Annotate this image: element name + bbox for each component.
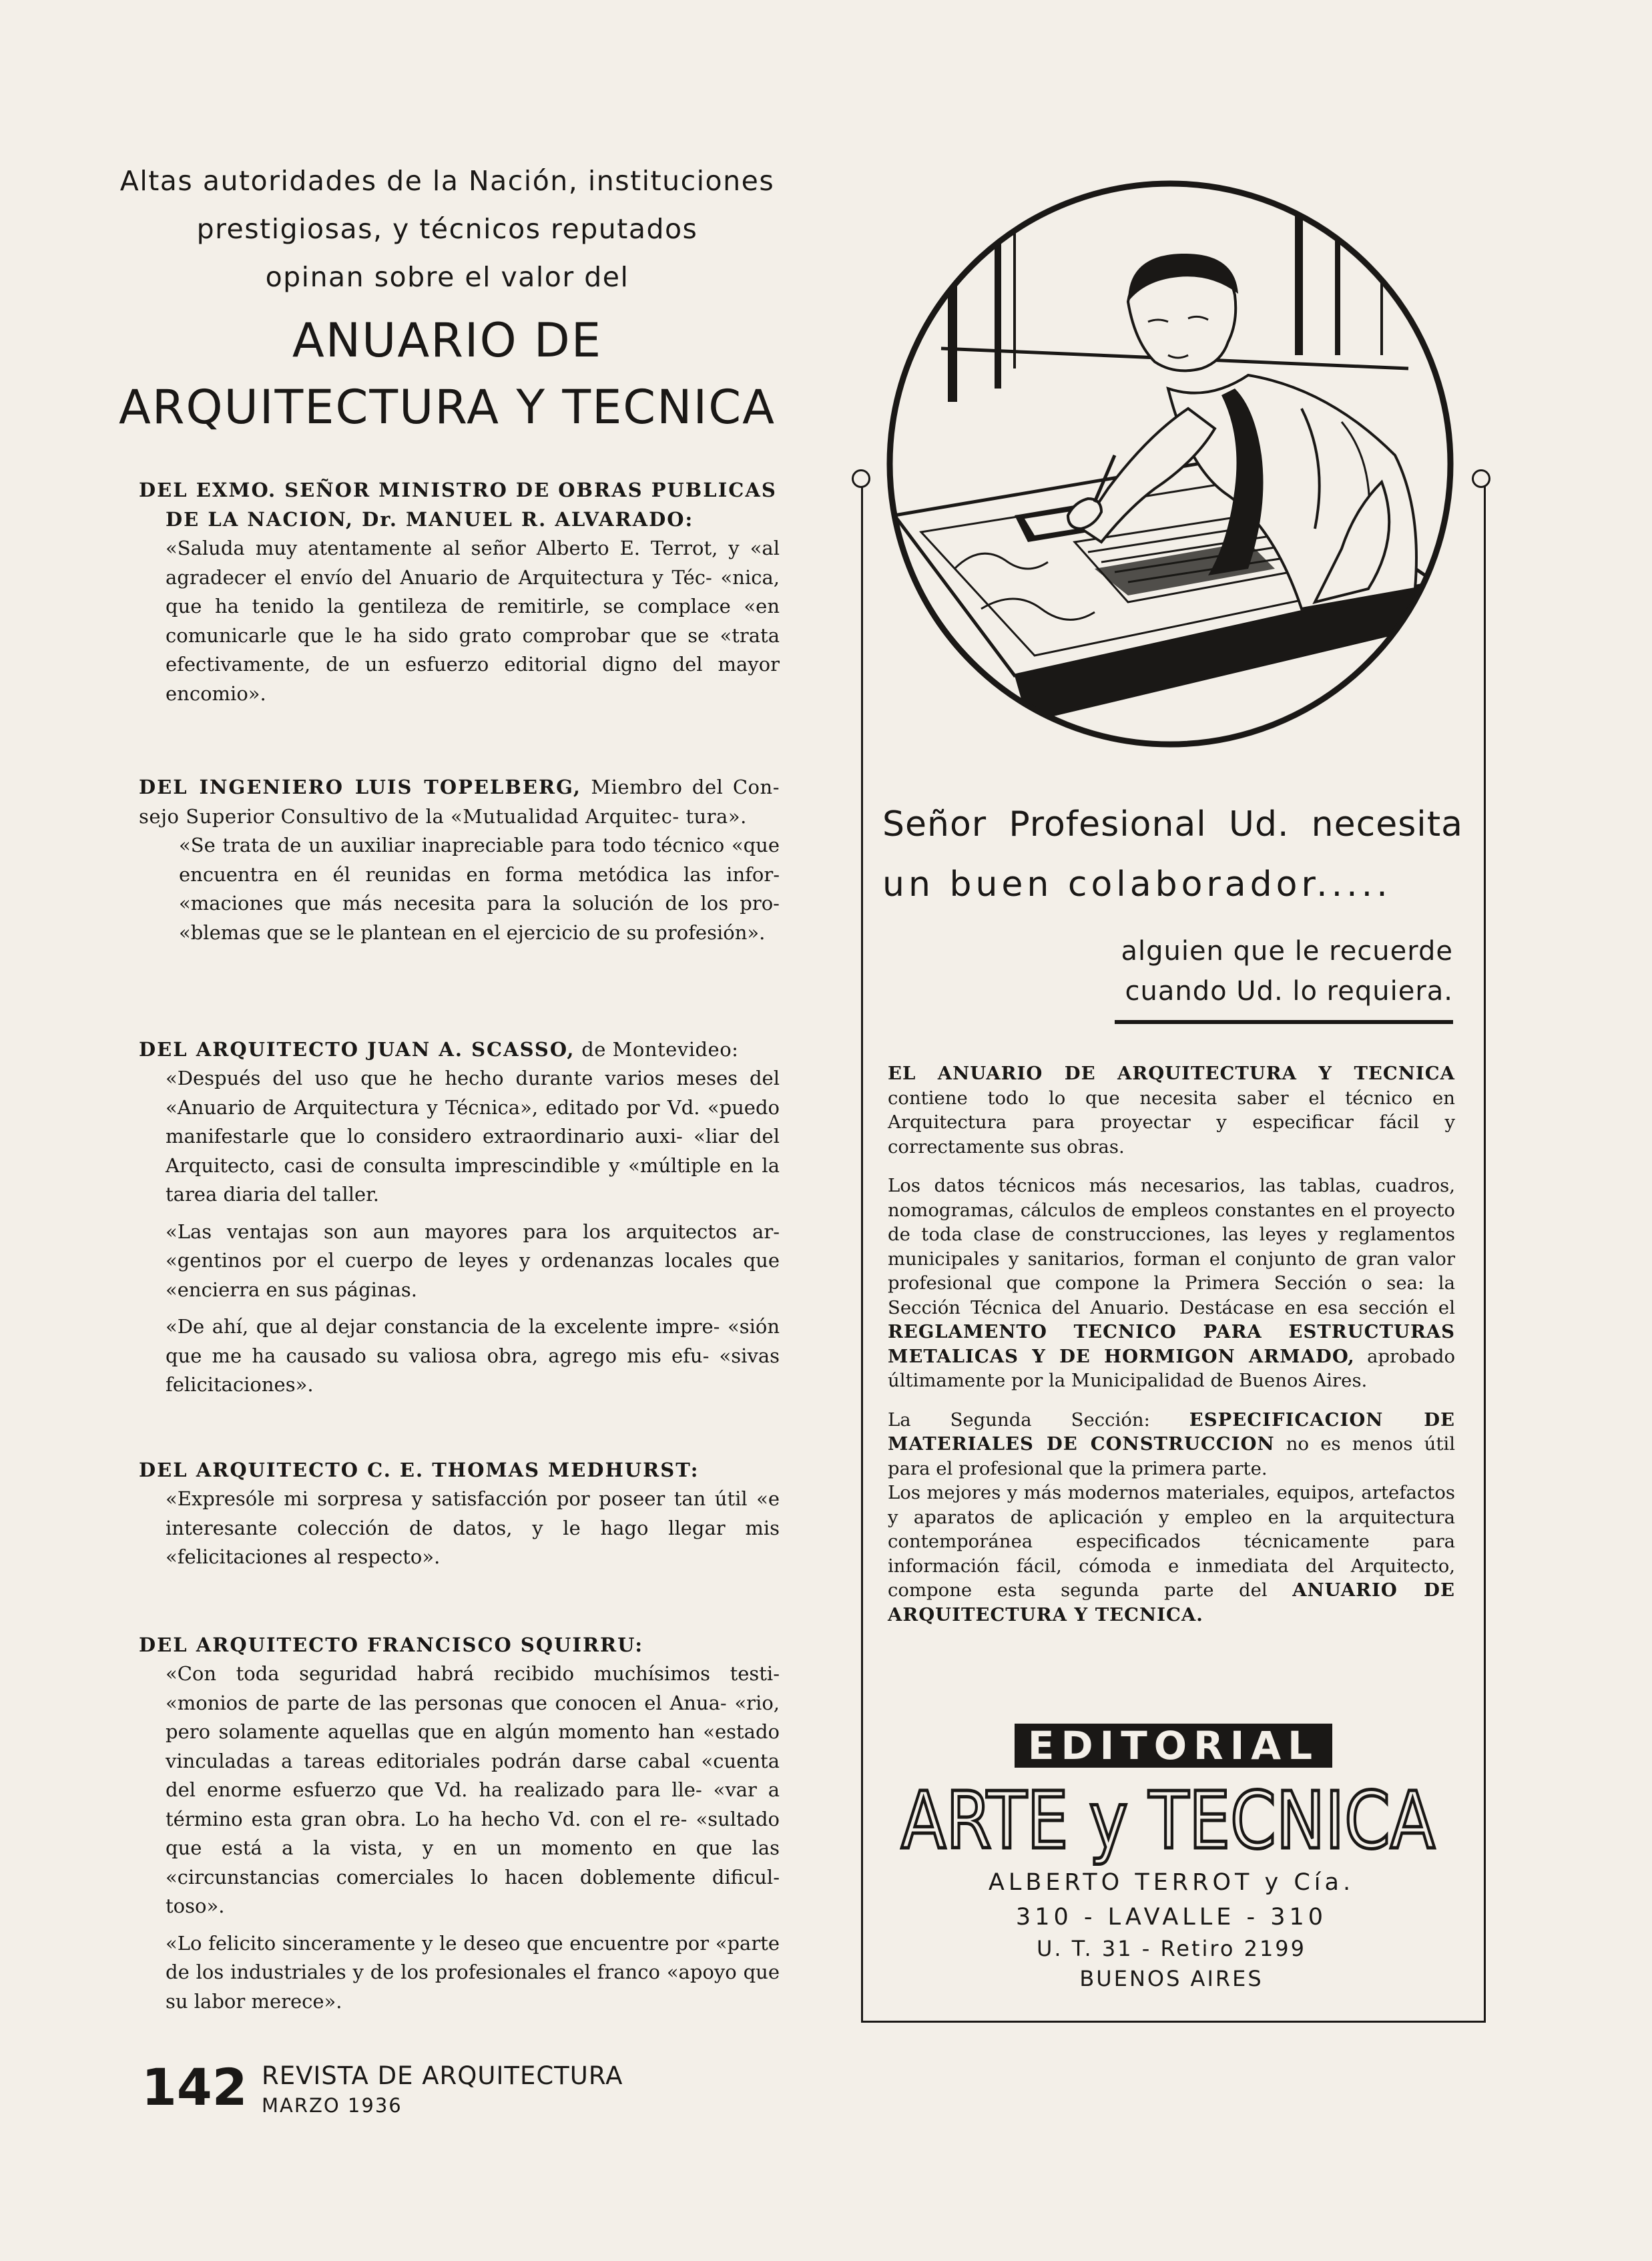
attribution-name: DEL INGENIERO LUIS TOPELBERG, bbox=[139, 776, 581, 798]
ad-text: Los mejores y más modernos materiales, equipos, artefactos y aparatos de aplicación y empleo en la arquitectura contemporánea especificados técnicamente para información fácil, cómoda e inmediata del Arquitecto, compone esta segunda parte del bbox=[888, 1482, 1455, 1601]
issue-date: MARZO 1936 bbox=[262, 2094, 402, 2117]
ad-emphasis: ESPECIFICACION DE MATERIALES DE CONSTRUCCION bbox=[888, 1409, 1455, 1455]
testimonial-quote: «Con toda seguridad habrá recibido muchísimos testi- «monios de parte de las personas que conocen el Anua- «rio, pero solamente aquellas que en algún momento han «estado vinculadas a tareas editoriales podrán darse cabal «cuenta del enorme esfuerzo que Vd. ha realizado para lle- «var a término esta gran obra. Lo ha hecho Vd. con el re- «sultado que está a la vista, y en un momento en que las «circunstancias comerciales lo hacen doblemente dificul- toso». bbox=[166, 1662, 780, 1917]
logo-editorial: EDITORIAL bbox=[1015, 1724, 1332, 1768]
ad-body bbox=[888, 1061, 1455, 1642]
testimonial-attribution: DEL ARQUITECTO C. E. THOMAS MEDHURST: bbox=[139, 1459, 700, 1481]
testimonial-quote: «Lo felicito sinceramente y le deseo que encuentre por «parte de los industriales y de los profesionales el franco «apoyo que su labor merece». bbox=[166, 1931, 780, 2013]
ad-headline-line-1 bbox=[882, 794, 1463, 854]
ad-emphasis: EL ANUARIO DE ARQUITECTURA Y TECNICA bbox=[888, 1063, 1455, 1084]
ad-emphasis: ANUARIO DE ARQUITECTURA Y TECNICA. bbox=[888, 1579, 1455, 1625]
testimonial-topelberg bbox=[139, 772, 780, 947]
draftsman-illustration bbox=[874, 168, 1466, 760]
publisher-phone: U. T. 31 - Retiro 2199 bbox=[1036, 1936, 1307, 1961]
ad-subheadline-line-1: alguien que le recuerde bbox=[1121, 936, 1453, 967]
attribution-place: de Montevideo: bbox=[575, 1038, 739, 1061]
ad-text: contiene todo lo que necesita saber el técnico en Arquitectura para proyectar y especificar fácil y correctamente sus obras. bbox=[888, 1087, 1455, 1158]
title-line-1: ANUARIO DE bbox=[292, 313, 603, 368]
logo-main-text: ARTE y TECNICA bbox=[901, 1774, 1435, 1866]
testimonial-medhurst bbox=[139, 1455, 780, 1572]
magazine-name: REVISTA DE ARQUITECTURA bbox=[262, 2061, 623, 2090]
testimonial-attribution bbox=[139, 475, 780, 534]
testimonial-attribution: DEL ARQUITECTO FRANCISCO SQUIRRU: bbox=[139, 1634, 644, 1656]
ad-text: La Segunda Sección: bbox=[888, 1409, 1189, 1431]
ad-text: aprobado últimamente por la Municipalidad de Buenos Aires. bbox=[888, 1345, 1456, 1391]
ad-headline-line-2: un buen colaborador..... bbox=[882, 864, 1392, 905]
page-title bbox=[100, 307, 794, 441]
publisher-name: ALBERTO TERROT y Cía. bbox=[988, 1869, 1355, 1896]
publisher-city: BUENOS AIRES bbox=[1079, 1966, 1264, 1991]
ad-text: no es menos útil para el profesional que la primera parte. bbox=[888, 1433, 1455, 1479]
testimonial-quote: «Después del uso que he hecho durante varios meses del «Anuario de Arquitectura y Técnica», editado por Vd. «puedo manifestarle que lo considero extraordinario auxi- «liar del Arquitecto, casi de consulta imprescindible y «múltiple en la tarea diaria del taller. bbox=[166, 1067, 780, 1206]
ad-headline-word: Profesional bbox=[1009, 804, 1207, 844]
headline-line-3: opinan sobre el valor del bbox=[265, 261, 629, 293]
testimonial-minister bbox=[139, 475, 780, 708]
ad-subheadline bbox=[882, 931, 1453, 1011]
attribution-name: DEL ARQUITECTO JUAN A. SCASSO, bbox=[139, 1038, 575, 1061]
publisher-address: 310 - LAVALLE - 310 bbox=[1015, 1904, 1328, 1931]
page-number: 142 bbox=[142, 2057, 248, 2117]
ad-paragraph bbox=[888, 1174, 1455, 1393]
testimonial-quote: «Saluda muy atentamente al señor Alberto E. Terrot, y «al agradecer el envío del Anuario de Arquitectura y Téc- «nica, que ha tenido la gentileza de remitirle, se complace «en comunicarle que le ha sido grato comprobar que se «trata efectivamente, de un esfuerzo editorial digno del mayor encomio». bbox=[166, 537, 780, 705]
testimonial-attribution bbox=[139, 772, 780, 831]
frame-ornament-left bbox=[852, 469, 870, 488]
ad-text: Los datos técnicos más necesarios, las tablas, cuadros, nomogramas, cálculos de empleos constantes en el proyecto de toda clase de construcciones, las leyes y reglamentos municipales y sanitarios, forman el conjunto de gran valor profesional que compone la Primera Sección o sea: la Sección Técnica del Anuario. Destácase en esa sección el bbox=[888, 1175, 1455, 1318]
ad-paragraph bbox=[888, 1481, 1455, 1627]
title-line-2: ARQUITECTURA Y TECNICA bbox=[119, 380, 776, 435]
ad-headline bbox=[882, 794, 1463, 915]
ad-headline-word: Señor bbox=[882, 804, 987, 844]
ad-paragraph bbox=[888, 1061, 1455, 1159]
attribution-line-2: DE LA NACION, Dr. MANUEL R. ALVARADO: bbox=[166, 508, 694, 531]
frame-ornament-right bbox=[1472, 469, 1490, 488]
testimonial-quote: «Se trata de un auxiliar inapreciable para todo técnico «que encuentra en él reunidas en forma metódica las infor- «maciones que más necesita para la solución de los pro- «blemas que se le plantean en el ejercicio de su profesión». bbox=[179, 834, 780, 944]
attribution-role: Miembro del Con- sejo Superior Consultivo de la «Mutualidad Arquitec- tura». bbox=[139, 776, 780, 828]
testimonial-quote: «Las ventajas son aun mayores para los arquitectos ar- «gentinos por el cuerpo de leyes y ordenanzas locales que «encierra en sus páginas. bbox=[166, 1220, 780, 1301]
headline bbox=[100, 157, 794, 301]
testimonial-quote: «Expresóle mi sorpresa y satisfacción por poseer tan útil «e interesante colección de datos, y le hago llegar mis «felicitaciones al respecto». bbox=[166, 1487, 780, 1568]
testimonial-scasso bbox=[139, 1035, 780, 1400]
testimonial-quote: «De ahí, que al dejar constancia de la excelente impre- «sión que me ha causado su valiosa obra, agrego mis efu- «sivas felicitaciones». bbox=[166, 1315, 780, 1396]
headline-line-1: Altas autoridades de la Nación, instituciones bbox=[119, 165, 775, 197]
ad-emphasis: REGLAMENTO TECNICO PARA ESTRUCTURAS METALICAS Y DE HORMIGON ARMADO, bbox=[888, 1321, 1455, 1367]
headline-line-2: prestigiosas, y técnicos reputados bbox=[196, 213, 698, 245]
ad-paragraph bbox=[888, 1408, 1455, 1481]
ad-headline-word: Ud. bbox=[1228, 804, 1290, 844]
testimonial-squirru bbox=[139, 1630, 780, 2016]
attribution-line-1: DEL EXMO. SEÑOR MINISTRO DE OBRAS PUBLICAS bbox=[139, 479, 777, 501]
ad-headline-word: necesita bbox=[1311, 804, 1463, 844]
ad-divider bbox=[1115, 1020, 1453, 1024]
testimonial-attribution bbox=[139, 1035, 780, 1064]
logo-arte-y-tecnica bbox=[891, 1769, 1445, 1866]
ad-subheadline-line-2: cuando Ud. lo requiera. bbox=[1125, 976, 1453, 1007]
